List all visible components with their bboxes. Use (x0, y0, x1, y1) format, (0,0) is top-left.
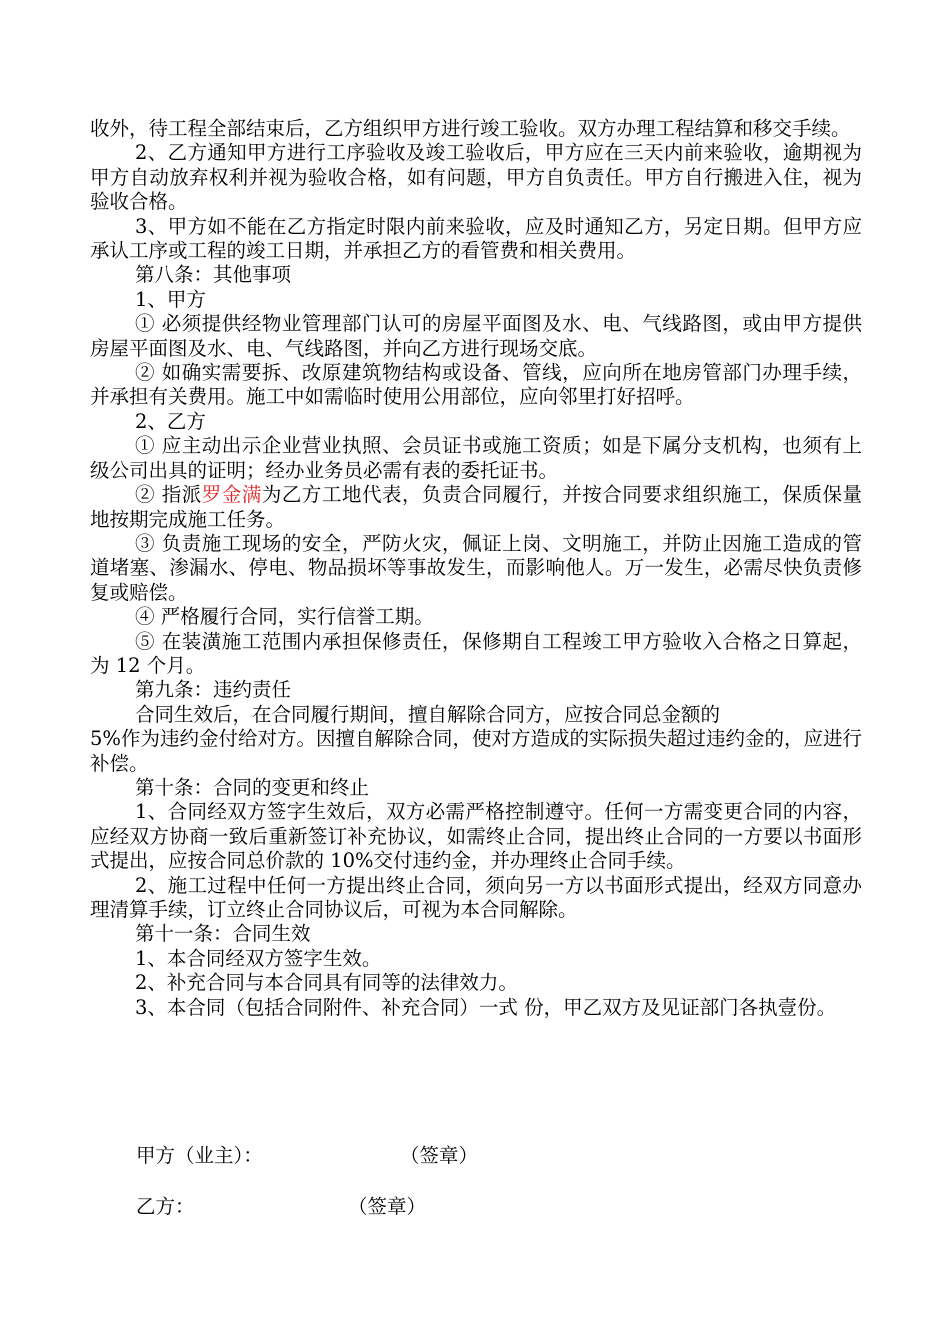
list-item: ⑤ 在装潢施工范围内承担保修责任，保修期自工程竣工甲方验收入合格之日算起，为 12 个月。 (90, 629, 862, 677)
party-a-signature-line (136, 1144, 479, 1168)
party-a-seal: （签章） (400, 1144, 479, 1167)
party-a-label: 甲方（业主）： (136, 1144, 263, 1167)
party-b-signature-line (136, 1195, 427, 1219)
list-item: ② 如确实需要拆、改原建筑物结构或设备、管线，应向所在地房管部门办理手续，并承担有关费用。施工中如需临时使用公用部位，应向邻里打好招呼。 (90, 361, 862, 409)
paragraph: 1、本合同经双方签字生效。 (135, 946, 382, 970)
paragraph: 1、合同经双方签字生效后，双方必需严格控制遵守。任何一方需变更合同的内容，应经双方协商一致后重新签订补充协议，如需终止合同，提出终止合同的一方要以书面形式提出，应按合同总价款的 10%交付违约金，并办理终止合同手续。 (90, 800, 862, 873)
list-item: ① 应主动出示企业营业执照、会员证书或施工资质；如是下属分支机构，也须有上级公司出具的证明；经办业务员必需有表的委托证书。 (90, 434, 862, 482)
paragraph: 收外，待工程全部结束后，乙方组织甲方进行竣工验收。双方办理工程结算和移交手续。 (90, 117, 851, 140)
list-item: ③ 负责施工现场的安全，严防火灾，佩证上岗、文明施工，并防止因施工造成的管道堵塞、渗漏水、停电、物品损坏等事故发生，而影响他人。万一发生，必需尽快负责修复或赔偿。 (90, 531, 862, 604)
text-run: 为乙方工地代表，负责合同履行，并按合同要求组织施工，保质保量地按期完成施工任务。 (90, 483, 862, 531)
paragraph-first-line: 合同生效后，在合同履行期间，擅自解除合同方，应按合同总金额的 (135, 702, 721, 726)
list-item (90, 483, 862, 532)
sub-heading: 2、乙方 (135, 409, 206, 433)
list-item: ④ 严格履行合同，实行信誉工期。 (135, 605, 434, 629)
section-heading: 第九条：违约责任 (135, 678, 292, 702)
section-heading: 第十条：合同的变更和终止 (135, 775, 370, 799)
party-b-label: 乙方： (136, 1195, 195, 1218)
paragraph-continuation: 5%作为违约金付给对方。因擅自解除合同，使对方造成的实际损失超过违约金的，应进行补偿。 (90, 727, 862, 775)
list-item: ① 必须提供经物业管理部门认可的房屋平面图及水、电、气线路图，或由甲方提供房屋平面图及水、电、气线路图，并向乙方进行现场交底。 (90, 312, 862, 360)
party-b-seal: （签章） (348, 1195, 427, 1218)
site-representative-name: 罗金满 (201, 483, 262, 507)
section-heading: 第八条：其他事项 (135, 263, 292, 287)
text-run: ② 指派 (135, 483, 202, 507)
paragraph: 3、本合同（包括合同附件、补充合同）一式 份，甲乙双方及见证部门各执壹份。 (135, 995, 837, 1019)
paragraph: 2、补充合同与本合同具有同等的法律效力。 (135, 971, 518, 995)
paragraph: 2、施工过程中任何一方提出终止合同，须向另一方以书面形式提出，经双方同意办理清算手续，订立终止合同协议后，可视为本合同解除。 (90, 873, 862, 921)
sub-heading: 1、甲方 (135, 287, 206, 311)
section-heading: 第十一条：合同生效 (135, 922, 311, 946)
paragraph: 3、甲方如不能在乙方指定时限内前来验收，应及时通知乙方，另定日期。但甲方应承认工序或工程的竣工日期，并承担乙方的看管费和相关费用。 (90, 214, 862, 263)
paragraph: 2、乙方通知甲方进行工序验收及竣工验收后，甲方应在三天内前来验收，逾期视为甲方自动放弃权利并视为验收合格，如有问题，甲方自负责任。甲方自行搬进入住，视为验收合格。 (90, 141, 862, 214)
